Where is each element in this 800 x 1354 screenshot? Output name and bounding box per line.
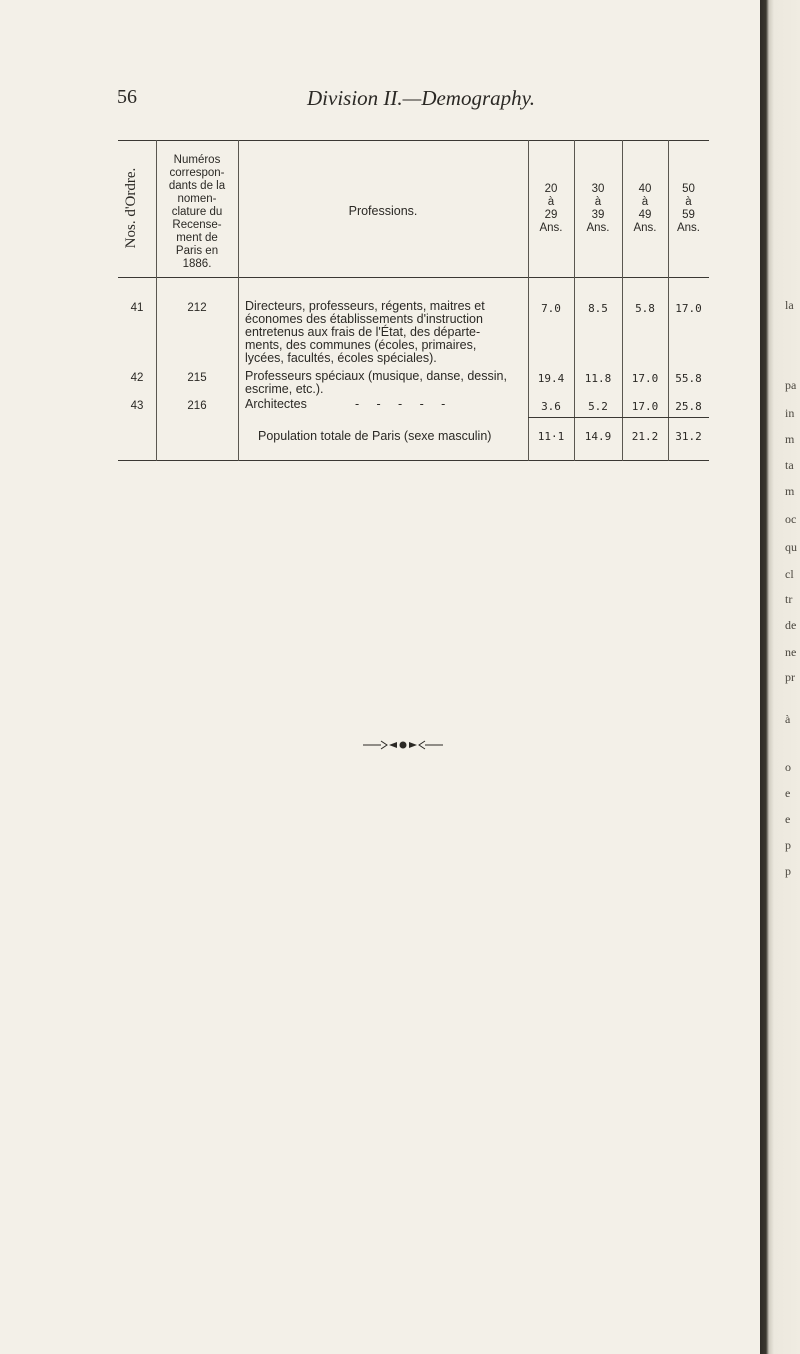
adjacent-fragment: ne (785, 645, 797, 659)
header-professions: Professions. (348, 204, 418, 218)
profession-line: Architectes (245, 397, 307, 411)
adjacent-fragment: in (785, 406, 795, 420)
adjacent-fragment: e (785, 786, 791, 800)
value-cell: 5.2 (588, 400, 608, 413)
row-order: 42 (130, 372, 144, 384)
header-nomenclature (156, 154, 238, 271)
profession-line: Directeurs, professeurs, régents, maitres et (245, 299, 485, 313)
adjacent-fragment: m (785, 484, 795, 498)
value-cell: 19.4 (537, 372, 565, 385)
total-label: Population totale de Paris (sexe masculin) (258, 429, 492, 443)
header-line: Ans. (539, 222, 563, 234)
header-line: clature du (171, 206, 223, 218)
total-value: 31.2 (675, 430, 702, 443)
value-cell: 8.5 (588, 302, 608, 315)
adjacent-fragment: pa (785, 378, 797, 392)
adjacent-fragment: cl (785, 567, 794, 581)
header-line: à (641, 196, 649, 208)
value-cell: 5.8 (635, 302, 655, 315)
row-code: 212 (187, 302, 207, 314)
header-age-40-49 (622, 183, 668, 235)
occupation-age-table (118, 140, 709, 463)
row-profession (245, 370, 525, 396)
column-divider (238, 140, 239, 461)
row-order: 41 (130, 302, 144, 314)
header-line: Ans. (633, 222, 657, 234)
header-line: Ans. (676, 222, 700, 234)
row-profession (245, 398, 525, 411)
adjacent-fragment: m (785, 432, 795, 446)
header-line: nomen- (177, 193, 217, 205)
total-value: 14.9 (584, 430, 612, 443)
header-line: Paris en (175, 245, 219, 257)
header-line: 50 (682, 183, 695, 195)
dot-leader: - - - - - (355, 397, 446, 411)
total-rule (528, 417, 709, 418)
profession-line: Professeurs spéciaux (musique, danse, dessin, (245, 369, 507, 383)
row-order: 43 (130, 400, 144, 412)
value-cell: 3.6 (541, 400, 561, 413)
adjacent-fragment: o (785, 760, 791, 774)
table-top-rule (118, 140, 709, 141)
header-line: 1886. (182, 258, 212, 270)
value-cell: 17.0 (631, 372, 659, 385)
header-line: Ans. (586, 222, 610, 234)
adjacent-page-edge (760, 0, 800, 1354)
header-line: 40 (638, 183, 652, 195)
total-value: 11·1 (537, 430, 565, 443)
profession-line: lycées, facultés, écoles spéciales). (245, 351, 437, 365)
value-cell: 11.8 (584, 372, 612, 385)
header-line: 39 (591, 209, 605, 221)
adjacent-fragment: qu (785, 540, 797, 554)
header-line: à (685, 196, 692, 208)
profession-line: entretenus aux frais de l'État, des départe- (245, 325, 481, 339)
value-cell: 25.8 (675, 400, 702, 413)
header-line: 20 (544, 183, 558, 195)
adjacent-fragment: ta (785, 458, 794, 472)
header-line: Numéros (173, 154, 221, 166)
profession-line: escrime, etc.). (245, 382, 324, 396)
adjacent-fragment: p (785, 838, 791, 852)
adjacent-fragment: à (785, 712, 791, 726)
profession-line: économes des établissements d'instruction (245, 312, 483, 326)
adjacent-fragment: la (785, 298, 794, 312)
header-line: ment de (176, 232, 218, 244)
header-line: 30 (591, 183, 605, 195)
header-age-50-59 (668, 183, 709, 235)
total-value: 21.2 (631, 430, 659, 443)
header-line: 49 (638, 209, 652, 221)
adjacent-fragment: tr (785, 592, 793, 606)
header-line: 59 (682, 209, 695, 221)
header-line: 29 (544, 209, 558, 221)
header-line: à (547, 196, 555, 208)
table-bottom-rule (118, 460, 709, 461)
row-code: 216 (187, 400, 207, 412)
adjacent-fragment: pr (785, 670, 795, 684)
header-age-20-29 (528, 183, 574, 235)
row-code: 215 (187, 372, 207, 384)
header-line: correspon- (169, 167, 225, 179)
adjacent-fragment: e (785, 812, 791, 826)
page-header (117, 86, 717, 116)
header-line: à (594, 196, 602, 208)
header-line: Recense- (172, 219, 222, 231)
value-cell: 17.0 (675, 302, 702, 315)
adjacent-fragment: de (785, 618, 797, 632)
header-age-30-39 (574, 183, 622, 235)
running-title: Division II.—Demography. (307, 86, 536, 110)
printer-ornament-icon (363, 738, 443, 752)
value-cell: 55.8 (675, 372, 702, 385)
row-profession (245, 300, 525, 365)
page-number: 56 (117, 86, 137, 108)
profession-line: ments, des communes (écoles, primaires, (245, 338, 477, 352)
value-cell: 7.0 (541, 302, 561, 315)
adjacent-fragment: p (785, 864, 791, 878)
header-line: dants de la (168, 180, 226, 192)
value-cell: 17.0 (631, 400, 659, 413)
header-rule (118, 277, 709, 278)
header-order: Nos. d'Ordre. (123, 167, 139, 249)
adjacent-fragment: oc (785, 512, 797, 526)
